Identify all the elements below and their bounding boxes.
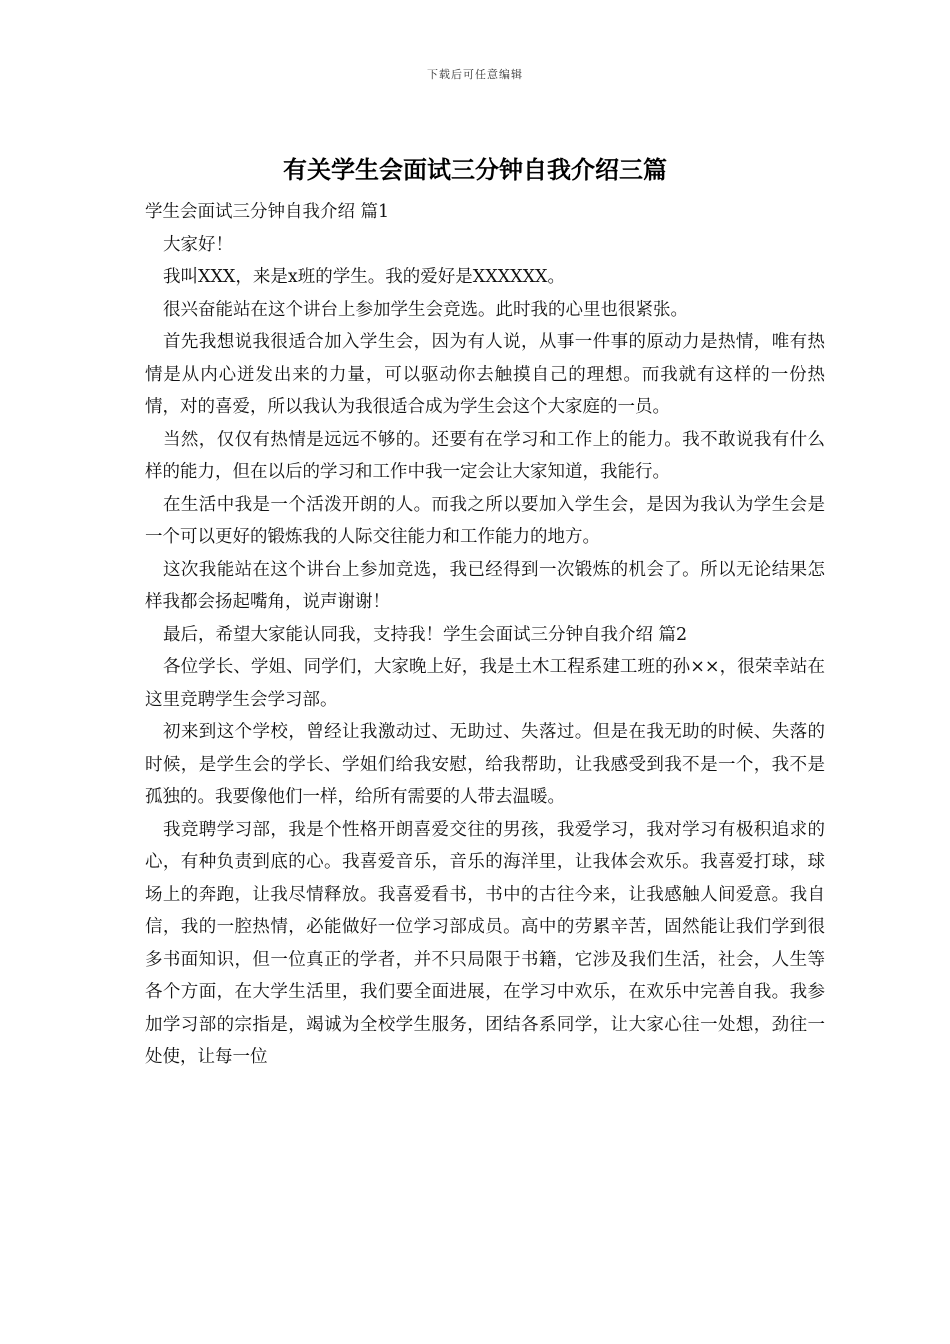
paragraph: 初来到这个学校，曾经让我激动过、无助过、失落过。但是在我无助的时候、失落的时候，是学生会的学长、学姐们给我安慰，给我帮助，让我感受到我不是一个，我不是孤独的。我要像他们一样，给所有需要的人带去温暖。 <box>145 722 825 807</box>
section-heading: 学生会面试三分钟自我介绍 篇1 <box>145 202 390 222</box>
document-title: 有关学生会面试三分钟自我介绍三篇 <box>283 155 667 184</box>
paragraph: 大家好！ <box>163 234 233 255</box>
paragraph: 在生活中我是一个活泼开朗的人。而我之所以要加入学生会，是因为我认为学生会是一个可以更好的锻炼我的人际交往能力和工作能力的地方。 <box>145 494 825 547</box>
paragraph: 当然，仅仅有热情是远远不够的。还要有在学习和工作上的能力。我不敢说我有什么样的能力，但在以后的学习和工作中我一定会让大家知道，我能行。 <box>145 429 825 482</box>
paragraph: 首先我想说我很适合加入学生会，因为有人说，从事一件事的原动力是热情，唯有热情是从内心迸发出来的力量，可以驱动你去触摸自己的理想。而我就有这样的一份热情，对的喜爱，所以我认为我很适合成为学生会这个大家庭的一员。 <box>145 332 825 417</box>
paragraph: 这次我能站在这个讲台上参加竞选，我已经得到一次锻炼的机会了。所以无论结果怎样我都会扬起嘴角，说声谢谢！ <box>145 559 825 612</box>
paragraph: 各位学长、学姐、同学们，大家晚上好，我是土木工程系建工班的孙××，很荣幸站在这里竞聘学生会学习部。 <box>145 657 825 710</box>
paragraph: 我叫XXX，来是x班的学生。我的爱好是XXXXXX。 <box>163 267 565 287</box>
paragraph: 最后，希望大家能认同我，支持我！学生会面试三分钟自我介绍 篇2 <box>163 624 688 645</box>
paragraph: 我竞聘学习部，我是个性格开朗喜爱交往的男孩，我爱学习，我对学习有极积追求的心，有种负责到底的心。我喜爱音乐，音乐的海洋里，让我体会欢乐。我喜爱打球，球场上的奔跑，让我尽情释放。我喜爱看书，书中的古往今来，让我感触人间爱意。我自信，我的一腔热情，必能做好一位学习部成员。高中的劳累辛苦，固然能让我们学到很多书面知识，但一位真正的学者，并不只局限于书籍，它涉及我们生活，社会，人生等各个方面，在大学生活里，我们要全面进展，在学习中欢乐，在欢乐中完善自我。我参加学习部的宗指是，竭诚为全校学生服务，团结各系同学，让大家心往一处想，劲往一处使，让每一位 <box>145 819 825 1067</box>
page-header-note: 下载后可任意编辑 <box>427 68 523 81</box>
document-body <box>145 196 825 1074</box>
paragraph: 很兴奋能站在这个讲台上参加学生会竞选。此时我的心里也很紧张。 <box>163 299 688 320</box>
